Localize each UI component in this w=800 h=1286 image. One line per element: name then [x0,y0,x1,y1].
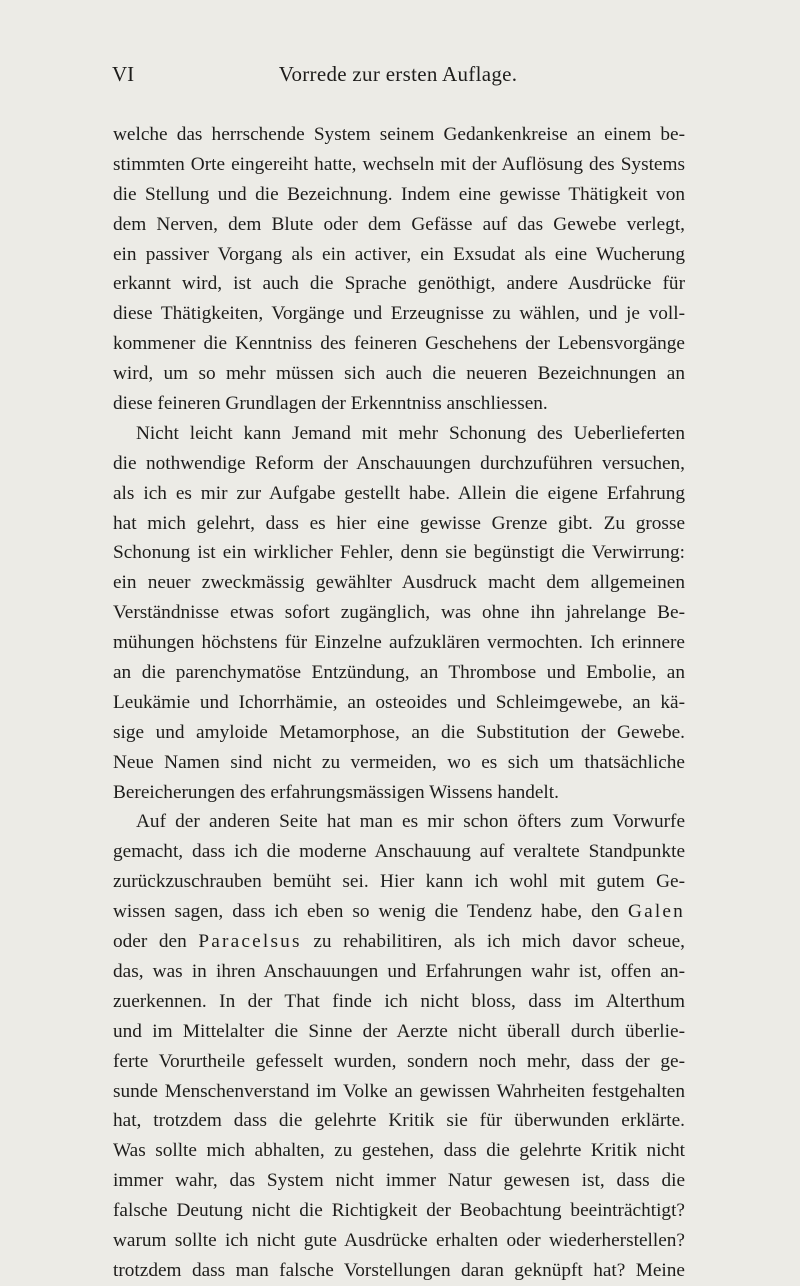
text-line: kommener die Kenntniss des feineren Geschehens der Lebensvorgänge [113,333,685,355]
text-line: falsche Deutung nicht die Richtigkeit der Beobachtung beeinträchtigt? [113,1200,685,1222]
text-line: Auf der anderen Seite hat man es mir schon öfters zum Vorwurfe [136,811,685,833]
text-line: diese feineren Grundlagen der Erkenntniss anschliessen. [113,393,548,415]
body-text [113,120,685,1286]
text-line: mühungen höchstens für Einzelne aufzuklären vermochten. Ich erinnere [113,632,685,654]
text-line: ein neuer zweckmässig gewählter Ausdruck macht dem allgemeinen [113,572,685,594]
text-line: Bereicherungen des erfahrungsmässigen Wissens handelt. [113,781,559,803]
text-line: ein passiver Vorgang als ein activer, ein Exsudat als eine Wucherung [113,243,685,265]
text-fragment: wissen sagen, dass ich eben so wenig die Tendenz habe, den [113,901,619,923]
text-fragment: zu rehabilitiren, als ich mich davor scheue, [313,931,685,953]
text-line: immer wahr, das System nicht immer Natur gewesen ist, dass die [113,1170,685,1192]
text-line: die nothwendige Reform der Anschauungen durchzuführen versuchen, [113,452,685,474]
text-line: sunde Menschenverstand im Volke an gewissen Wahrheiten festgehalten [113,1080,685,1102]
text-line: Was sollte mich abhalten, zu gestehen, dass die gelehrte Kritik nicht [113,1140,685,1162]
text-line: stimmten Orte eingereiht hatte, wechseln mit der Auflösung des Systems [113,153,685,175]
text-line: die Stellung und die Bezeichnung. Indem eine gewisse Thätigkeit von [113,183,685,205]
text-line: warum sollte ich nicht gute Ausdrücke erhalten oder wiederherstellen? [113,1229,685,1251]
page-number: VI [112,62,135,86]
text-line: Schonung ist ein wirklicher Fehler, denn sie begünstigt die Verwirrung: [113,542,685,564]
running-head [112,60,684,88]
text-line: das, was in ihren Anschauungen und Erfahrungen wahr ist, offen an- [113,960,685,982]
text-line: gemacht, dass ich die moderne Anschauung auf veraltete Standpunkte [113,841,685,863]
text-line: erkannt wird, ist auch die Sprache genöthigt, andere Ausdrücke für [113,273,685,295]
text-line: Verständnisse etwas sofort zugänglich, was ohne ihn jahrelange Be- [113,602,685,624]
spaced-name-galen: Galen [627,901,686,923]
text-line: welche das herrschende System seinem Gedankenkreise an einem be- [113,124,685,145]
text-line: an die parenchymatöse Entzündung, an Thrombose und Embolie, an [113,662,685,684]
text-line: ferte Vorurtheile gefesselt wurden, sondern noch mehr, dass der ge- [113,1050,685,1072]
text-line: und im Mittelalter die Sinne der Aerzte nicht überall durch überlie- [113,1020,685,1042]
text-line: dem Nerven, dem Blute oder dem Gefässe auf das Gewebe verlegt, [113,213,685,235]
text-line: Nicht leicht kann Jemand mit mehr Schonung des Ueberlieferten [136,422,685,444]
text-fragment: oder den [113,931,187,953]
running-head-title: Vorrede zur ersten Auflage. [278,62,518,86]
text-line: hat mich gelehrt, dass es hier eine gewisse Grenze gibt. Zu grosse [113,512,685,534]
text-line-with-name [113,927,685,957]
text-line: als ich es mir zur Aufgabe gestellt habe. Allein die eigene Erfahrung [113,482,685,504]
text-line: diese Thätigkeiten, Vorgänge und Erzeugnisse zu wählen, und je voll- [113,303,685,325]
text-line: hat, trotzdem dass die gelehrte Kritik sie für überwunden erklärte. [113,1110,685,1132]
text-line: trotzdem dass man falsche Vorstellungen daran geknüpft hat? Meine [113,1259,685,1281]
text-line: zuerkennen. In der That finde ich nicht bloss, dass im Alterthum [113,990,685,1012]
spaced-name-paracelsus: Paracelsus [198,931,302,953]
text-line: Neue Namen sind nicht zu vermeiden, wo es sich um thatsächliche [113,751,685,773]
text-line: wird, um so mehr müssen sich auch die neueren Bezeichnungen an [113,363,685,385]
text-line: sige und amyloide Metamorphose, an die Substitution der Gewebe. [113,721,685,743]
text-line-with-name [113,897,685,927]
text-line: Leukämie und Ichorrhämie, an osteoides und Schleimgewebe, an kä- [113,691,685,713]
text-line: zurückzuschrauben bemüht sei. Hier kann ich wohl mit gutem Ge- [113,871,685,893]
